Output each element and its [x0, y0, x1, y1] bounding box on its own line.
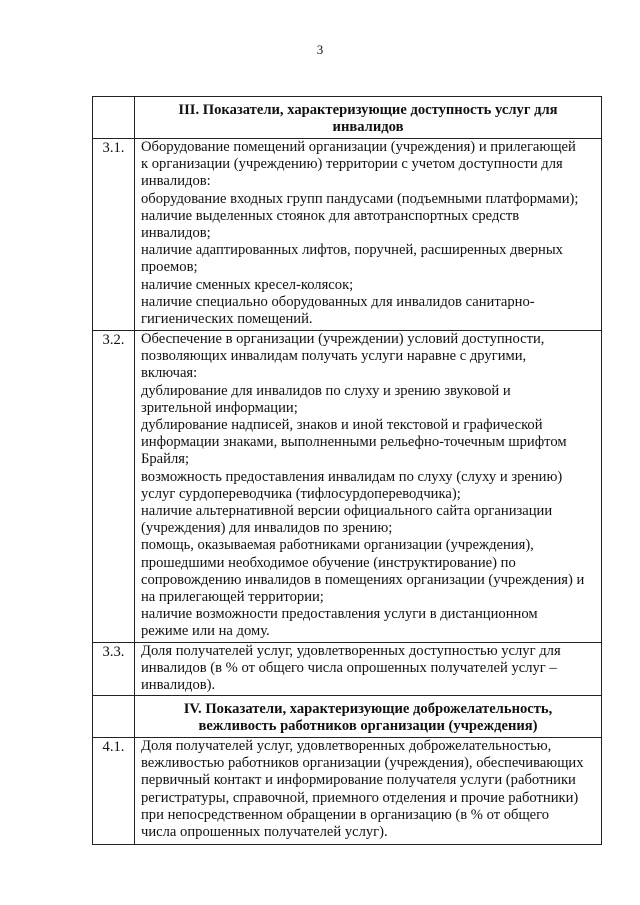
table-row	[93, 738, 602, 845]
text-line: позволяющих инвалидам получать услуги наравне с другими,	[141, 348, 527, 365]
text-line: оборудование входных групп пандусами (подъемными платформами);	[141, 190, 579, 207]
text-line: информации знаками, выполненными рельефно-точечным шрифтом	[141, 434, 567, 451]
section-heading-row	[93, 97, 602, 139]
text-line: при непосредственном обращении в организацию (в % от общего	[141, 806, 550, 823]
section-heading	[135, 97, 602, 139]
text-line: сопровождению инвалидов в помещениях организации (учреждения) и	[141, 571, 585, 588]
table-row	[93, 139, 602, 331]
text-line: регистратуры, справочной, приемного отделения и прочие работники)	[141, 789, 579, 806]
item-number: 3.2.	[93, 331, 135, 643]
heading-line: вежливость работников организации (учреждения)	[198, 718, 538, 735]
text-line: наличие альтернативной версии официального сайта организации	[141, 503, 553, 520]
text-line: наличие сменных кресел-колясок;	[141, 276, 354, 293]
text-line: наличие специально оборудованных для инвалидов санитарно-	[141, 293, 535, 310]
text-line: гигиенических помещений.	[141, 311, 313, 328]
text-line: числа опрошенных получателей услуг).	[141, 824, 388, 841]
empty-number-cell	[93, 696, 135, 738]
text-line: проемов;	[141, 259, 198, 276]
text-line: инвалидов (в % от общего числа опрошенных получателей услуг –	[141, 660, 557, 677]
text-line: услуг сурдопереводчика (тифлосурдопереводчика);	[141, 485, 461, 502]
item-number: 4.1.	[93, 738, 135, 845]
table-row	[93, 643, 602, 696]
text-line: вежливостью работников организации (учреждения), обеспечивающих	[141, 755, 584, 772]
heading-line: инвалидов	[332, 119, 404, 136]
text-line: наличие возможности предоставления услуги в дистанционном	[141, 606, 538, 623]
text-line: (учреждения) для инвалидов по зрению;	[141, 520, 393, 537]
heading-line: III. Показатели, характеризующие доступность услуг для	[178, 102, 558, 118]
indicators-table	[92, 96, 602, 845]
item-number: 3.1.	[93, 139, 135, 331]
text-line: дублирование надписей, знаков и иной текстовой и графической	[141, 417, 543, 434]
text-line: к организации (учреждению) территории с учетом доступности для	[141, 156, 563, 173]
text-line: наличие выделенных стоянок для автотранспортных средств	[141, 207, 520, 224]
text-line: прошедшими необходимое обучение (инструктирование) по	[141, 554, 516, 571]
text-line: включая:	[141, 365, 198, 382]
text-line: помощь, оказываемая работниками организации (учреждения),	[141, 537, 534, 554]
item-text	[135, 331, 602, 643]
text-line: инвалидов;	[141, 225, 211, 242]
text-line: Доля получателей услуг, удовлетворенных доступностью услуг для	[141, 643, 561, 659]
text-line: Обеспечение в организации (учреждении) условий доступности,	[141, 331, 545, 347]
text-line: зрительной информации;	[141, 399, 298, 416]
text-line: дублирование для инвалидов по слуху и зрению звуковой и	[141, 382, 511, 399]
text-line: Доля получателей услуг, удовлетворенных доброжелательностью,	[141, 738, 552, 754]
text-line: Оборудование помещений организации (учреждения) и прилегающей	[141, 139, 576, 155]
item-text	[135, 139, 602, 331]
text-line: наличие адаптированных лифтов, поручней, расширенных дверных	[141, 242, 563, 259]
item-text	[135, 643, 602, 696]
text-line: первичный контакт и информирование получателя услуги (работники	[141, 772, 576, 789]
text-line: Брайля;	[141, 451, 190, 468]
text-line: инвалидов).	[141, 677, 216, 694]
heading-line: IV. Показатели, характеризующие доброжелательность,	[183, 701, 553, 717]
table-row	[93, 331, 602, 643]
text-line: инвалидов:	[141, 173, 211, 190]
empty-number-cell	[93, 97, 135, 139]
page-number: 3	[316, 42, 324, 57]
text-line: возможность предоставления инвалидам по слуху (слуху и зрению)	[141, 468, 563, 485]
section-heading	[135, 696, 602, 738]
section-heading-row	[93, 696, 602, 738]
text-line: режиме или на дому.	[141, 623, 270, 640]
text-line: на прилегающей территории;	[141, 589, 324, 606]
item-text	[135, 738, 602, 845]
item-number: 3.3.	[93, 643, 135, 696]
